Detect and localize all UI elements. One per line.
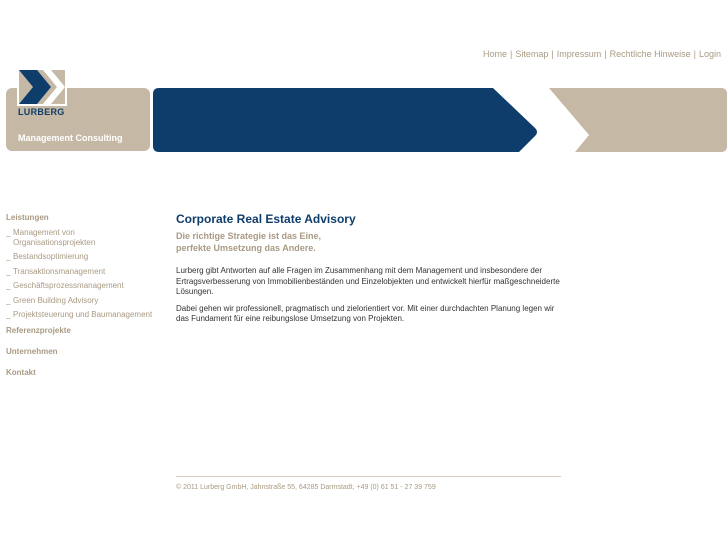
page-title: Corporate Real Estate Advisory xyxy=(176,212,356,226)
sidebar-navigation xyxy=(6,212,156,379)
sidebar-section-leistungen[interactable]: Leistungen xyxy=(6,213,49,222)
sidebar-section-kontakt[interactable]: Kontakt xyxy=(6,367,36,377)
subtitle-line-1: Die richtige Strategie ist das Eine, xyxy=(176,231,322,241)
intro-paragraph: Lurberg gibt Antworten auf alle Fragen im Zusammenhang mit dem Management und insbesondere der Ertragsverbesserung von Immobilienbeständen und Einzelobjekten und entwickelt hierfür maßgeschneiderte Lösungen. xyxy=(176,266,560,296)
sidebar-item-projektsteuerung-und-baumanagement[interactable]: _ Projektsteuerung und Baumanagement xyxy=(6,310,156,320)
footer-divider xyxy=(176,476,561,477)
nav-link-login[interactable]: Login xyxy=(698,49,721,59)
nav-separator: | xyxy=(510,49,513,59)
sidebar-leistungen-list xyxy=(6,228,156,320)
sidebar-item-geschaeftsprozessmanagement[interactable]: _ Geschäftsprozessmanagement xyxy=(6,281,156,291)
nav-link-home[interactable]: Home xyxy=(482,49,507,59)
sidebar-item-green-building-advisory[interactable]: _ Green Building Advisory xyxy=(6,296,156,306)
sidebar-section-unternehmen[interactable]: Unternehmen xyxy=(6,346,58,356)
nav-link-rechtliche-hinweise[interactable]: Rechtliche Hinweise xyxy=(609,49,691,59)
nav-separator: | xyxy=(604,49,607,59)
brand-tagline: Management Consulting xyxy=(18,133,123,143)
main-content xyxy=(176,211,561,325)
header-banner xyxy=(153,88,727,152)
brand-name: LURBERG xyxy=(18,107,65,117)
top-navigation xyxy=(483,49,721,59)
page-subtitle xyxy=(176,230,561,254)
subtitle-line-2: perfekte Umsetzung das Andere. xyxy=(176,243,316,253)
nav-separator: | xyxy=(693,49,696,59)
sidebar-item-management-von-organisationsprojekten[interactable]: _ Management von Organisationsprojekten xyxy=(6,228,156,247)
sidebar-section-referenzprojekte[interactable]: Referenzprojekte xyxy=(6,325,71,335)
nav-separator: | xyxy=(551,49,554,59)
nav-link-impressum[interactable]: Impressum xyxy=(556,49,602,59)
sidebar-item-bestandsoptimierung[interactable]: _ Bestandsoptimierung xyxy=(6,252,156,262)
sidebar-item-transaktionsmanagement[interactable]: _ Transaktionsmanagement xyxy=(6,267,156,277)
footer-address: © 2011 Lurberg GmbH, Jahnstraße 55, 64285 Darmstadt, +49 (0) 61 51 - 27 39 759 xyxy=(176,484,436,491)
nav-link-sitemap[interactable]: Sitemap xyxy=(515,49,549,59)
lurberg-logo-mark[interactable] xyxy=(17,68,67,106)
approach-paragraph: Dabei gehen wir professionell, pragmatisch und zielorientiert vor. Mit einer durchdachten Planung legen wir das Fundament für eine reibungslose Umsetzung von Projekten. xyxy=(176,303,555,323)
